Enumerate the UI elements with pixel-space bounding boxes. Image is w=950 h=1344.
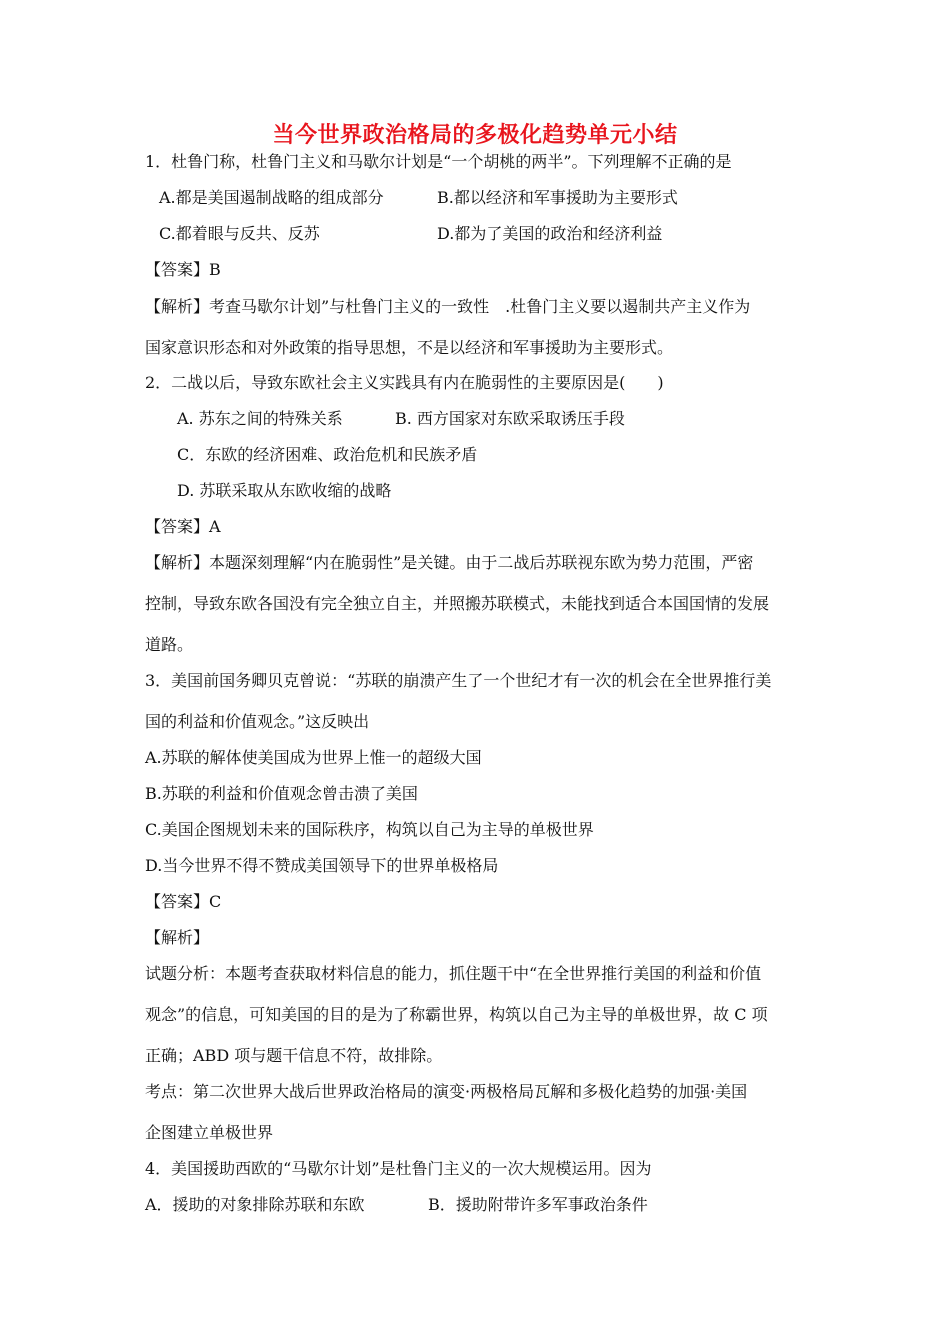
q3-option-c: C.美国企图规划未来的国际秩序，构筑以自己为主导的单极世界 (145, 820, 594, 839)
q1-option-a: A.都是美国遏制战略的组成部分 (159, 188, 384, 207)
q2-option-c: C．东欧的经济困难、政治危机和民族矛盾 (177, 445, 478, 464)
q1-answer: 【答案】B (145, 260, 221, 279)
q1-option-d: D.都为了美国的政治和经济利益 (437, 224, 663, 243)
q1-option-b: B.都以经济和军事援助为主要形式 (437, 188, 678, 207)
q2-option-b: B. 西方国家对东欧采取诱压手段 (395, 409, 625, 428)
q4-option-a: A．援助的对象排除苏联和东欧 (145, 1195, 365, 1214)
q2-analysis-line-2: 控制，导致东欧各国没有完全独立自主，并照搬苏联模式，未能找到适合本国国情的发展 (145, 594, 770, 613)
q1-stem: 1．杜鲁门称，杜鲁门主义和马歇尔计划是“一个胡桃的两半”。下列理解不正确的是 (145, 152, 732, 171)
q1-analysis-line-1: 【解析】考查马歇尔计划”与杜鲁门主义的一致性 .杜鲁门主义要以遏制共产主义作为 (145, 297, 751, 316)
q2-option-d: D. 苏联采取从东欧收缩的战略 (177, 481, 392, 500)
q3-analysis-head: 【解析】 (145, 928, 210, 947)
q3-option-d: D.当今世界不得不赞成美国领导下的世界单极格局 (145, 856, 499, 875)
q2-answer: 【答案】A (145, 517, 221, 536)
q3-answer: 【答案】C (145, 892, 222, 911)
q3-stem-line-2: 国的利益和价值观念。”这反映出 (145, 712, 370, 731)
q2-analysis-line-1: 【解析】本题深刻理解“内在脆弱性”是关键。由于二战后苏联视东欧为势力范围，严密 (145, 553, 754, 572)
q3-analysis-line-3: 正确；ABD 项与题干信息不符，故排除。 (145, 1046, 443, 1065)
q3-knowledge-point-line-2: 企图建立单极世界 (145, 1123, 274, 1142)
q2-analysis-line-3: 道路。 (145, 635, 194, 654)
q3-option-b: B.苏联的利益和价值观念曾击溃了美国 (145, 784, 418, 803)
q1-option-c: C.都着眼与反共、反苏 (159, 224, 320, 243)
q3-knowledge-point-line-1: 考点：第二次世界大战后世界政治格局的演变·两极格局瓦解和多极化趋势的加强·美国 (145, 1082, 748, 1101)
q4-option-b: B．援助附带许多军事政治条件 (428, 1195, 648, 1214)
q2-stem: 2．二战以后，导致东欧社会主义实践具有内在脆弱性的主要原因是( ) (145, 373, 664, 392)
q4-stem: 4．美国援助西欧的“马歇尔计划”是杜鲁门主义的一次大规模运用。因为 (145, 1159, 652, 1178)
q3-option-a: A.苏联的解体使美国成为世界上惟一的超级大国 (145, 748, 482, 767)
page-title: 当今世界政治格局的多极化趋势单元小结 (272, 123, 678, 148)
q2-option-a: A. 苏东之间的特殊关系 (177, 409, 343, 428)
q1-analysis-line-2: 国家意识形态和对外政策的指导思想，不是以经济和军事援助为主要形式。 (145, 338, 674, 357)
q3-stem-line-1: 3．美国前国务卿贝克曾说：“苏联的崩溃产生了一个世纪才有一次的机会在全世界推行美 (145, 671, 772, 690)
q3-analysis-line-2: 观念”的信息，可知美国的目的是为了称霸世界，构筑以自己为主导的单极世界，故 C 项 (145, 1005, 768, 1024)
q3-analysis-line-1: 试题分析：本题考查获取材料信息的能力，抓住题干中“在全世界推行美国的利益和价值 (145, 964, 762, 983)
